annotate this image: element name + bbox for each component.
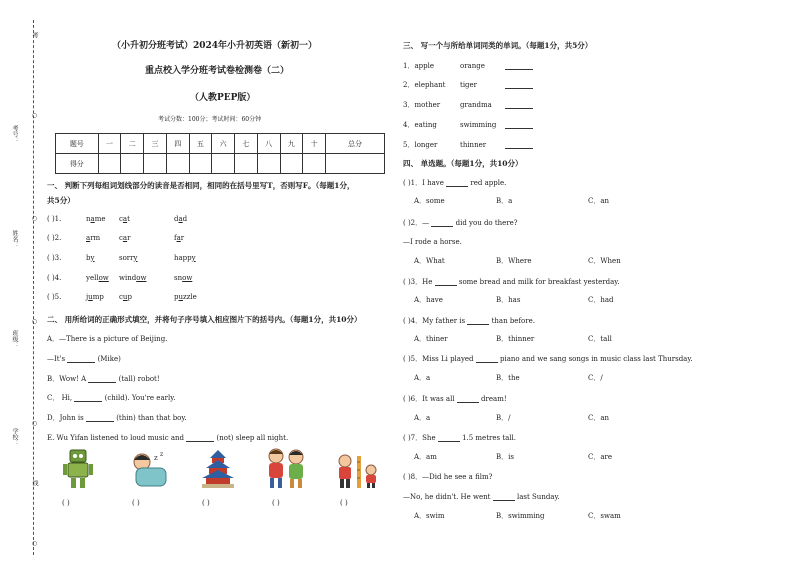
stem-text: last Sunday. [516, 493, 560, 501]
question-number[interactable]: ( )1. [47, 215, 62, 223]
answer-blank[interactable] [446, 179, 468, 187]
table-cell: 十 [303, 134, 326, 154]
text: (child). You're early. [104, 394, 176, 402]
text: (not) sleep all night. [216, 434, 289, 442]
answer-blank[interactable] [67, 355, 95, 363]
question-stem [403, 317, 535, 325]
underlined-letters: a [122, 234, 128, 242]
word-part: zzle [183, 293, 197, 301]
section3-title: 三、 写一个与所给单词同类的单词。（每题1分，共5分） [403, 41, 593, 50]
answer-option[interactable]: A．some [414, 197, 445, 205]
section1-title: 一、 判断下列每组词划线部分的读音是否相同，相同的在括号里写T，否则写F。（每题1分， [47, 181, 355, 190]
word-part: t [127, 215, 130, 223]
answer-option[interactable]: B．a [496, 197, 513, 205]
exam-title-line2: 重点校入学分班考试卷检测卷（二） [145, 66, 290, 76]
stem-text: ( )7．She [403, 434, 436, 442]
score-cell[interactable] [121, 154, 144, 174]
temple-of-heaven-image [198, 448, 238, 490]
example-word: grandma [460, 101, 492, 109]
answer-option[interactable]: A．a [414, 374, 431, 382]
text: C． Hi, [47, 394, 73, 402]
example-word: swimming [460, 121, 497, 129]
answer-option[interactable]: C．/ [588, 374, 603, 382]
word-part: happ [174, 254, 192, 262]
table-cell: 总分 [326, 134, 385, 154]
table-cell: 题号 [56, 134, 99, 154]
table-cell: 三 [144, 134, 167, 154]
word-part: d [174, 215, 179, 223]
word-part: c [119, 215, 123, 223]
question-stem [403, 278, 620, 286]
exam-title-line1: （小升初分班考试）2024年小升初英语（新初一） [112, 41, 318, 51]
answer-option[interactable]: B．Where [496, 257, 532, 265]
answer-blank[interactable] [505, 81, 533, 89]
stem-text: —No, he didn't. He went [403, 493, 491, 501]
text: (tall) robot! [118, 375, 160, 383]
word-part: sorr [119, 254, 134, 262]
table-cell: 一 [98, 134, 121, 154]
answer-option[interactable]: A．a [414, 414, 431, 422]
svg-text:z: z [160, 451, 164, 458]
pronunciation-word [174, 275, 192, 282]
picture-answer-bracket[interactable]: ( ) [340, 499, 348, 507]
underlined-letters: ow [98, 274, 109, 282]
pronunciation-word [174, 294, 197, 301]
margin-bullet: ○ [31, 420, 38, 427]
score-cell[interactable] [235, 154, 258, 174]
text: (thin) than that boy. [116, 414, 187, 422]
score-cell[interactable] [144, 154, 167, 174]
pronunciation-word [174, 235, 184, 242]
score-table-score-row [56, 154, 385, 174]
answer-option[interactable]: B．is [496, 453, 514, 461]
margin-bullet: ○ [31, 112, 38, 119]
margin-bullet: ○ [31, 318, 38, 325]
score-table-header-row [56, 134, 385, 154]
sec2-item-a: A．—There is a picture of Beijing. [47, 335, 168, 343]
stem-text: did you do there? [455, 219, 518, 227]
word-part: r [180, 234, 185, 242]
answer-option[interactable]: C．an [588, 197, 610, 205]
word-part: p [127, 293, 132, 301]
stem-text: —I rode a horse. [403, 238, 462, 246]
example-word: tiger [460, 81, 478, 89]
margin-label-school: 学校： [11, 428, 18, 446]
section4-title: 四、 单选题。（每题1分，共10分） [403, 159, 523, 168]
word-item: 3．mother [403, 101, 441, 109]
pronunciation-word [119, 255, 137, 262]
pronunciation-word [86, 216, 105, 223]
text: B．Wow! A [47, 375, 87, 383]
answer-blank[interactable] [505, 101, 533, 109]
answer-option[interactable]: B．/ [496, 414, 511, 422]
answer-option[interactable]: B．thinner [496, 335, 535, 343]
underlined-letters: a [178, 215, 183, 223]
underlined-letters: u [122, 293, 128, 301]
underlined-letters: y [90, 254, 95, 262]
table-cell: 六 [212, 134, 235, 154]
underlined-letters: a [86, 234, 91, 242]
answer-blank[interactable] [493, 493, 515, 501]
picture-answer-bracket[interactable]: ( ) [132, 499, 140, 507]
margin-bullet: ○ [31, 540, 38, 547]
underlined-letters: y [133, 254, 138, 262]
pronunciation-word [174, 216, 187, 223]
margin-label-name: 姓名： [11, 230, 18, 248]
margin-bullet: ○ [31, 215, 38, 222]
answer-blank[interactable] [505, 141, 533, 149]
text: D．John is [47, 414, 84, 422]
word-item: 2．elephant [403, 81, 446, 89]
margin-marker: 考 [31, 32, 38, 38]
question-number[interactable]: ( )3. [47, 254, 62, 262]
answer-option[interactable]: C．swam [588, 512, 621, 520]
answer-option[interactable]: C．an [588, 414, 610, 422]
stem-text: ( )2．— [403, 219, 430, 227]
section2-title: 二、 用所给词的正确形式填空，并将句子序号填入相应图片下的括号内。（每题1分，共10分） [47, 315, 362, 324]
sec2-item-d [47, 414, 187, 422]
word-part: mp [92, 293, 104, 301]
stem-text: dream! [481, 395, 507, 403]
sec2-item-c [47, 394, 175, 402]
answer-option[interactable]: C．are [588, 453, 613, 461]
answer-option[interactable]: A．swim [414, 512, 445, 520]
pronunciation-word [86, 235, 100, 242]
underlined-letters: y [191, 254, 196, 262]
answer-option[interactable]: B．swimming [496, 512, 545, 520]
pronunciation-word [119, 294, 132, 301]
stem-text: ( )8．—Did he see a film? [403, 473, 493, 481]
word-item: 4．eating [403, 121, 437, 129]
pronunciation-word [119, 275, 146, 282]
answer-option[interactable]: C．When [588, 257, 621, 265]
binding-line [33, 20, 34, 555]
table-cell: 五 [189, 134, 212, 154]
boys-height-image [333, 452, 381, 490]
word-part: c [119, 234, 123, 242]
underlined-letters: a [122, 215, 128, 223]
example-word: orange [460, 62, 485, 70]
answer-blank[interactable] [467, 317, 489, 325]
answer-option[interactable]: A．What [414, 257, 445, 265]
score-cell[interactable] [212, 154, 235, 174]
two-children-image [262, 446, 310, 490]
table-cell: 二 [121, 134, 144, 154]
answer-blank[interactable] [505, 62, 533, 70]
word-part: f [174, 234, 177, 242]
underlined-letters: u [178, 293, 183, 301]
sec2-item-a-line2 [47, 355, 121, 363]
answer-blank[interactable] [438, 434, 460, 442]
margin-marker-line: 线 [31, 480, 38, 486]
example-word: thinner [460, 141, 487, 149]
question-stem [403, 474, 492, 481]
word-part: n [86, 215, 91, 223]
picture-answer-bracket[interactable]: ( ) [272, 499, 280, 507]
svg-text:z: z [154, 454, 158, 462]
pronunciation-word [86, 275, 109, 282]
word-part: p [174, 293, 179, 301]
word-item: 1．apple [403, 62, 434, 70]
text: (Mike) [97, 355, 121, 363]
word-item: 5．longer [403, 141, 438, 149]
pronunciation-word [86, 255, 94, 262]
text: —It's [47, 355, 66, 363]
sec2-item-e [47, 434, 288, 442]
answer-blank[interactable] [457, 395, 479, 403]
word-part: rm [90, 234, 101, 242]
pronunciation-word [119, 235, 130, 242]
question-number[interactable]: ( )5. [47, 293, 62, 301]
underlined-letters: a [90, 215, 95, 223]
stem-text: some bread and milk for breakfast yesterday. [458, 278, 620, 286]
word-part: wind [119, 274, 137, 282]
question-stem [403, 434, 516, 442]
underlined-letters: u [88, 293, 93, 301]
answer-option[interactable]: B．the [496, 374, 520, 382]
stem-text: ( )3．He [403, 278, 433, 286]
score-cell[interactable] [303, 154, 326, 174]
score-cell[interactable] [257, 154, 280, 174]
picture-answer-bracket[interactable]: ( ) [62, 499, 70, 507]
robot-image [60, 448, 96, 490]
answer-option[interactable]: C．had [588, 296, 614, 304]
margin-label-class: 班级： [11, 330, 18, 348]
question-stem-line2 [403, 239, 462, 246]
answer-blank[interactable] [435, 278, 457, 286]
score-cell[interactable] [280, 154, 303, 174]
table-cell: 七 [235, 134, 258, 154]
score-table [55, 133, 385, 174]
table-cell: 八 [257, 134, 280, 154]
score-cell[interactable] [326, 154, 385, 174]
text: E. Wu Yifan listened to loud music and [47, 434, 185, 442]
question-stem [403, 179, 506, 187]
pronunciation-word [119, 216, 130, 223]
question-stem-line2 [403, 493, 560, 501]
question-number[interactable]: ( )4. [47, 274, 62, 282]
word-part: j [86, 293, 89, 301]
stem-text: ( )4．My father is [403, 317, 466, 325]
sleeping-boy-image [128, 450, 170, 490]
exam-info: 考试分数：100分；考试时间：60分钟 [158, 116, 262, 123]
underlined-letters: ow [182, 274, 193, 282]
stem-text: piano and we sang songs in music class last Thursday. [500, 355, 693, 363]
word-part: d [182, 215, 188, 223]
section1-title-cont: 共5分） [47, 196, 75, 205]
score-cell[interactable] [189, 154, 212, 174]
exam-edition: （人教PEP版） [190, 93, 256, 103]
answer-option[interactable]: A．am [414, 453, 437, 461]
table-cell: 得分 [56, 154, 99, 174]
score-cell[interactable] [98, 154, 121, 174]
word-part: c [119, 293, 123, 301]
picture-answer-bracket[interactable]: ( ) [202, 499, 210, 507]
word-part: r [127, 234, 131, 242]
answer-blank[interactable] [505, 121, 533, 129]
stem-text: ( )5．Miss Li played [403, 355, 474, 363]
stem-text: red apple. [470, 179, 507, 187]
table-cell: 四 [166, 134, 189, 154]
answer-option[interactable]: A．have [414, 296, 443, 304]
underlined-letters: ow [136, 274, 147, 282]
question-stem [403, 355, 693, 363]
answer-blank[interactable] [86, 414, 114, 422]
pronunciation-word [86, 294, 104, 301]
word-part: sn [174, 274, 183, 282]
table-cell: 九 [280, 134, 303, 154]
word-part: b [86, 254, 91, 262]
score-cell[interactable] [166, 154, 189, 174]
word-part: me [94, 215, 106, 223]
answer-blank[interactable] [476, 355, 498, 363]
word-part: yell [86, 274, 99, 282]
question-stem [403, 395, 507, 403]
margin-label-exam-no: 考号： [11, 125, 18, 143]
underlined-letters: a [176, 234, 181, 242]
stem-text: 1.5 metres tall. [462, 434, 517, 442]
answer-blank[interactable] [74, 394, 102, 402]
answer-option[interactable]: C．tall [588, 335, 612, 343]
question-stem [403, 219, 518, 227]
sec2-item-b [47, 375, 160, 383]
answer-blank[interactable] [186, 434, 214, 442]
pronunciation-word [174, 255, 196, 262]
answer-blank[interactable] [431, 219, 453, 227]
answer-option[interactable]: A．thiner [414, 335, 448, 343]
stem-text: ( )1．I have [403, 179, 444, 187]
stem-text: ( )6．It was all [403, 395, 455, 403]
stem-text: than before. [491, 317, 535, 325]
answer-blank[interactable] [88, 375, 116, 383]
question-number[interactable]: ( )2. [47, 234, 62, 242]
answer-option[interactable]: B．has [496, 296, 521, 304]
